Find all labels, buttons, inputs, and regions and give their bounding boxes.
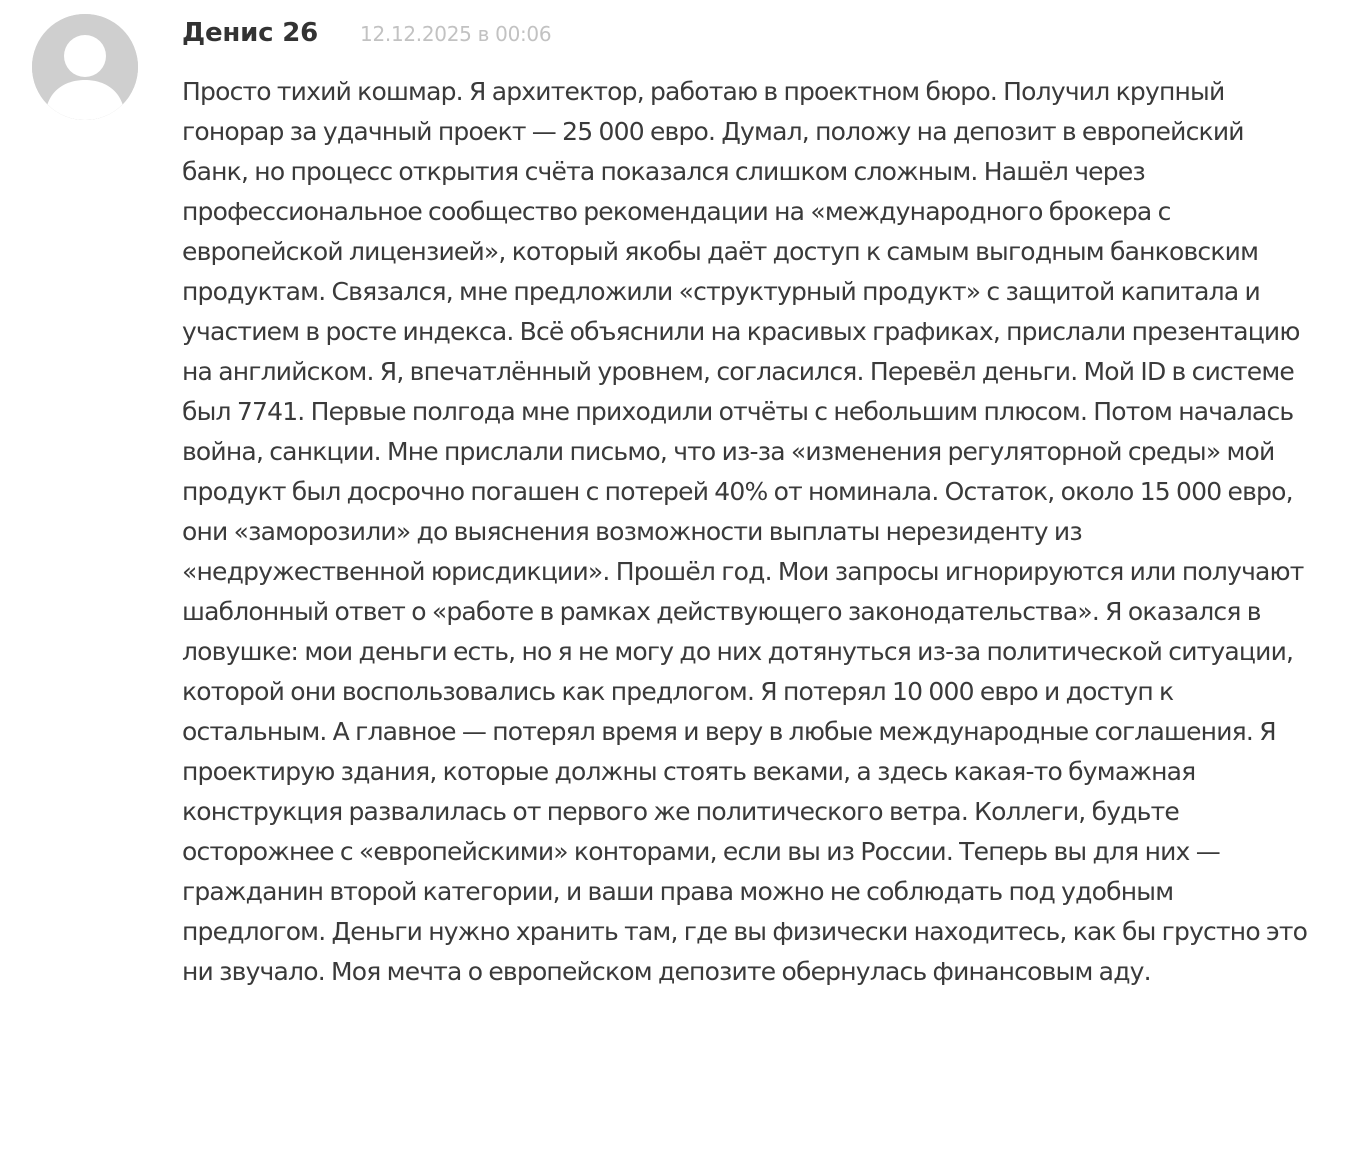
avatar [32, 14, 138, 120]
default-user-avatar-icon [32, 14, 138, 120]
comment-date: 12.12.2025 в 00:06 [360, 22, 552, 46]
comment-text: Просто тихий кошмар. Я архитектор, работаю в проектном бюро. Получил крупный гонорар за удачный проект — 25 000 евро. Думал, положу на депозит в европейский банк, но процесс открытия счёта показался слишком сложным. Нашёл через профессиональное сообщество рекомендации на «международного брокера с европейской лицензией», который якобы даёт доступ к самым выгодным банковским продуктам. Связался, мне предложили «структурный продукт» с защитой капитала и участием в росте индекса. Всё объяснили на красивых графиках, прислали презентацию на английском. Я, впечатлённый уровнем, согласился. Перевёл деньги. Мой ID в системе был 7741. Первые полгода мне приходили отчёты с небольшим плюсом. Потом началась война, санкции. Мне прислали письмо, что из-за «изменения регуляторной среды» мой продукт был досрочно погашен с потерей 40% от номинала. Остаток, около 15 000 евро, они «заморозили» до выяснения возможности выплаты нерезиденту из «недружественной юрисдикции». Прошёл год. Мои запросы игнорируются или получают шаблонный ответ о «работе в рамках действующего законодательства». Я оказался в ловушке: мои деньги есть, но я не могу до них дотянуться из-за политической ситуации, которой они воспользовались как предлогом. Я потерял 10 000 евро и доступ к остальным. А главное — потерял время и веру в любые международные соглашения. Я проектирую здания, которые должны стоять веками, а здесь какая-то бумажная конструкция развалилась от первого же политического ветра. Коллеги, будьте осторожнее с «европейскими» конторами, если вы из России. Теперь вы для них — гражданин второй категории, и ваши права можно не соблюдать под удобным предлогом. Деньги нужно хранить там, где вы физически находитесь, как бы грустно это ни звучало. Моя мечта о европейском депозите обернулась финансовым аду. [182, 77, 1308, 986]
comment-meta [182, 18, 551, 58]
author-name: Денис 26 [182, 18, 319, 48]
